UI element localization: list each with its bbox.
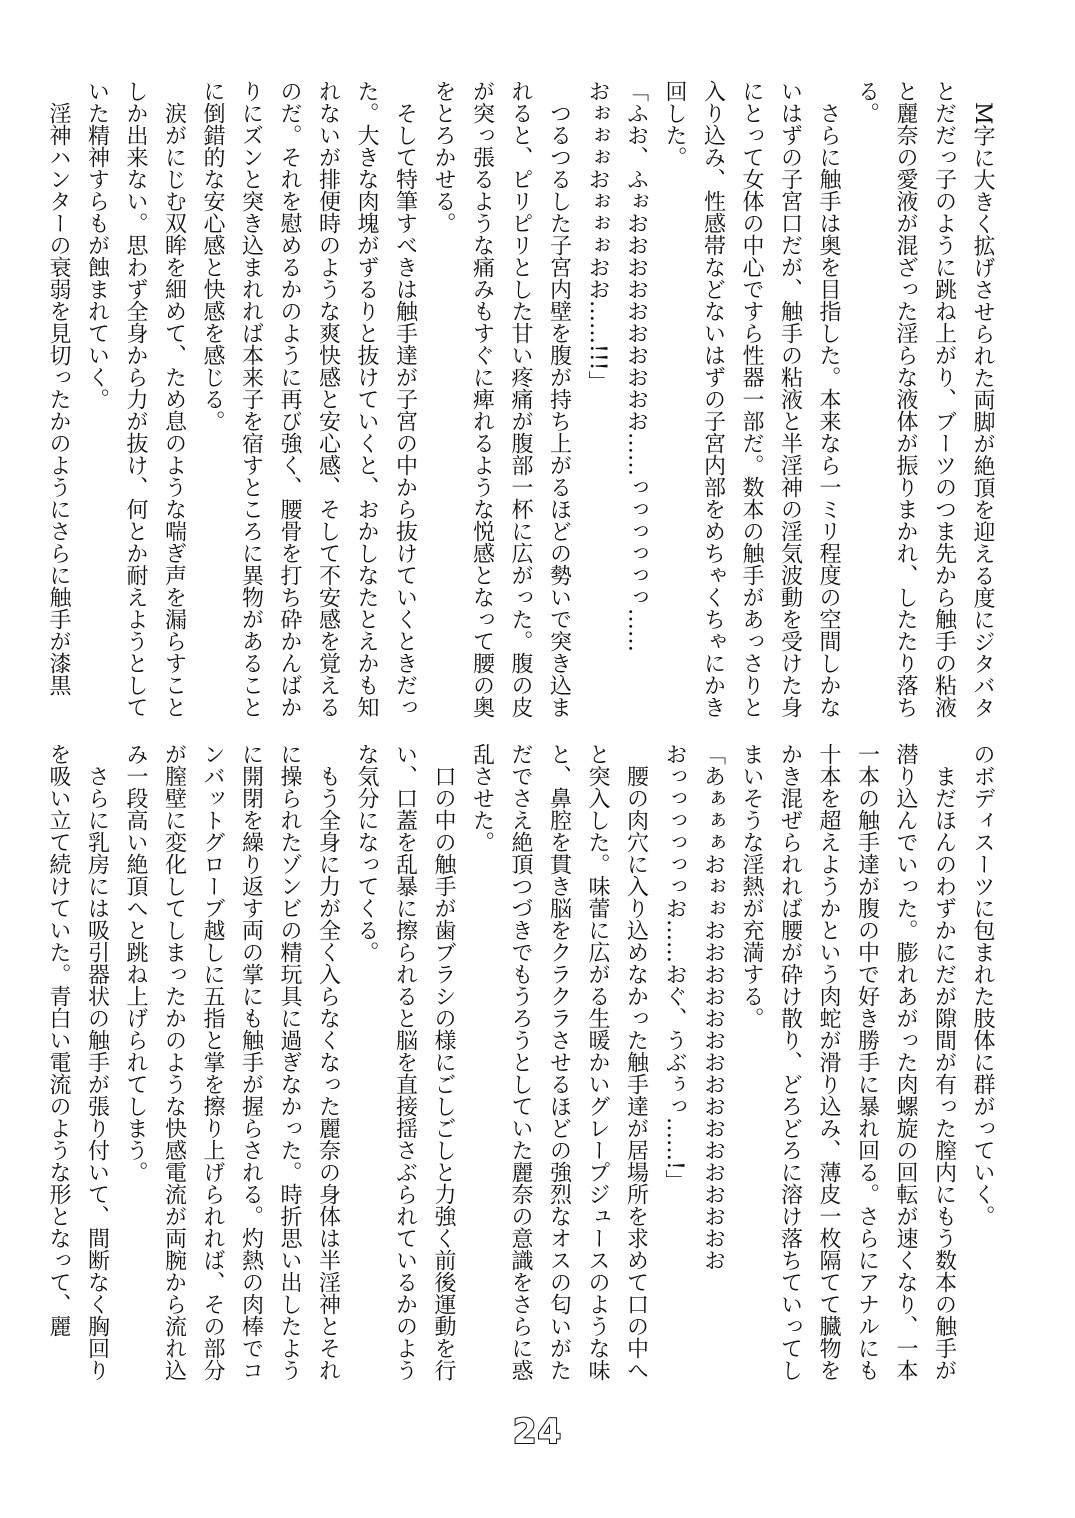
paragraph: M字に大きく拡げさせられた両脚が絶頂を迎える度にジタバタとだだっ子のように跳ね上がり、ブーツのつま先から触手の粘液と麗奈の愛液が混ざった淫らな液体が振りまかれ、したたり落ちる。 bbox=[854, 80, 995, 719]
paragraph: 腰の肉穴に入り込めなかった触手達が居場所を求めて口の中へと突入した。味蕾に広がる生暖かいグレープジュースのような味と、鼻腔を貫き脳をクラクラさせるほどの強烈なオスの匂いがただでさえ絶頂つづきでもうろうとしていた麗奈の意識をさらに惑乱させた。 bbox=[469, 743, 649, 1381]
paragraph: もう全身に力が全く入らなくなった麗奈の身体は半淫神とそれに操られたゾンビの精玩具に過ぎなかった。時折思い出したように開閉を繰り返す両の掌にも触手が握らされる。灼熱の肉棒でコンバットグローブ越しに五指と掌を擦り上げられれば、その部分が膣壁に変化してしまったかのような快感電流が両腕から流れ込み一段高い絶頂へと跳ね上げられてしまう。 bbox=[123, 743, 341, 1381]
upper-text-column bbox=[46, 80, 1001, 735]
dialogue-line: 「あぁぁぁおぉぉおおおおおおおおおおおおおおおお おっっっっっっお……おぐ、うぶぅっ……!」 bbox=[662, 743, 726, 1271]
paragraph: まだほんのわずかにだが隙間が有った膣内にもう数本の触手が潜り込んでいった。膨れあがった肉螺旋の回転が速くなり、一本一本の触手達が腹の中で好き勝手に暴れ回る。さらにアナルにも十本を超えようかという肉蛇が滑り込み、薄皮一枚隔てて臓物をかき混ぜられれば腰が砕け散り、どろどろに溶け落ちていってしまいそうな淫熱が充満する。 bbox=[739, 743, 957, 1381]
lower-text-column bbox=[46, 743, 1001, 1388]
paragraph: そして特筆すべきは触手達が子宮の中から抜けていくときだった。大きな肉塊がずるりと抜けていくと、おかしなたとえかも知れないが排便時のような爽快感と安心感、そして不安感を覚えるのだ。それを慰めるかのように再び強く、腰骨を打ち砕かんばかりにズンと突き込まれれば本来子を宿すところに異物があることに倒錯的な安心感と快感を感じる。 bbox=[200, 80, 418, 718]
paragraph: さらに触手は奥を目指した。本来なら一ミリ程度の空間しかないはずの子宮口だが、触手の粘液と半淫神の淫気波動を受けた身にとって女体の中心ですら性器一部だ。数本の触手があっさりと入り込み、性感帯などないはずの子宮内部をめちゃくちゃにかき回した。 bbox=[662, 80, 841, 718]
paragraph: つるつるした子宮内壁を腹が持ち上がるほどの勢いで突き込まれると、ピリピリとした甘い疼痛が腹部一杯に広がった。腹の皮が突っ張るような痛みもすぐに痺れるような悦感となって腰の奥をとろかせる。 bbox=[431, 80, 572, 718]
paragraph: 口の中の触手が歯ブラシの様にごしごしと力強く前後運動を行い、口蓋を乱暴に擦られると脳を直接揺さぶられているかのような気分になってくる。 bbox=[354, 743, 456, 1381]
paragraph: さらに乳房には吸引器状の触手が張り付いて、間断なく胸回りを吸い立て続けていた。青白い電流のような形となって、麗 bbox=[46, 743, 110, 1381]
paragraph: 涙がにじむ双眸を細めて、ため息のような喘ぎ声を漏らすことしか出来ない。思わず全身から力が抜け、何とか耐えようとしていた精神すらもが蝕まれていく。 bbox=[84, 80, 187, 718]
page-number: 24 bbox=[512, 1412, 563, 1452]
paragraph-continuation: のボディスーツに包まれた肢体に群がっていく。 bbox=[970, 743, 995, 1227]
paragraph: 淫神ハンターの衰弱を見切ったかのようにさらに触手が漆黒 bbox=[46, 102, 71, 696]
dialogue-line: 「ふお、ふぉおおおおおおおおおお……っっっっっっ…… おぉぉぉおぉぉぉおお……!!!」 bbox=[585, 80, 649, 652]
